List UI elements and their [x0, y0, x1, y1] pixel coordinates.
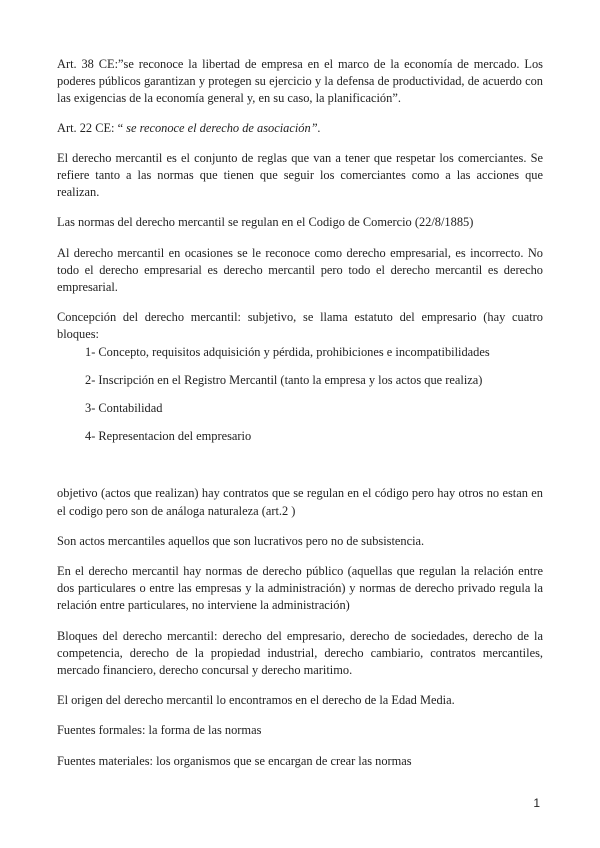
paragraph-art-38: Art. 38 CE:”se reconoce la libertad de empresa en el marco de la economía de mercado. Los poderes públicos garantizan y protegen su ejercicio y la defensa de productividad, de acuerdo con las exigencias de la economía general y, en su caso, la planificación”. [57, 57, 543, 106]
list-item: 3- Contabilidad [85, 401, 163, 416]
page-number: 1 [533, 796, 540, 810]
paragraph-normas: En el derecho mercantil hay normas de derecho público (aquellas que regulan la relación entre dos particulares o entre las empresas y la administración) y normas de derecho privado regula la relación entre particulares, no interviene la administración) [57, 564, 543, 613]
document-page [57, 56, 543, 770]
paragraph-origen: El origen del derecho mercantil lo encontramos en el derecho de la Edad Media. [57, 693, 455, 708]
paragraph-fuentes-formales: Fuentes formales: la forma de las normas [57, 723, 262, 738]
blocks-list [57, 344, 543, 446]
paragraph-codigo-comercio: Las normas del derecho mercantil se regulan en el Codigo de Comercio (22/8/1885) [57, 215, 474, 230]
paragraph-bloques: Bloques del derecho mercantil: derecho del empresario, derecho de sociedades, derecho de la competencia, derecho de la propiedad industrial, derecho cambiario, contratos mercantiles, mercado financiero, derecho concursal y derecho maritimo. [57, 628, 543, 678]
art-22-quote: se reconoce el derecho de asociación”. [123, 120, 321, 135]
paragraph-actos-mercantiles: Son actos mercantiles aquellos que son lucrativos pero no de subsistencia. [57, 533, 425, 548]
paragraph-objetivo: objetivo (actos que realizan) hay contratos que se regulan en el código pero hay otros no estan en el codigo pero son de análoga naturaleza (art.2 ) [57, 486, 543, 518]
paragraph-definicion: El derecho mercantil es el conjunto de reglas que van a tener que respetar los comerciantes. Se refiere tanto a las normas que tienen que seguir los comerciantes como a las acciones que realizan. [57, 150, 543, 200]
paragraph-concepcion: Concepción del derecho mercantil: subjetivo, se llama estatuto del empresario (hay cuatro bloques: [57, 310, 543, 342]
paragraph-derecho-empresarial: Al derecho mercantil en ocasiones se le reconoce como derecho empresarial, es incorrecto. No todo el derecho empresarial es derecho mercantil pero todo el derecho mercantil es derecho empresarial. [57, 245, 543, 295]
list-item: 4- Representacion del empresario [85, 429, 252, 444]
paragraph-fuentes-materiales: Fuentes materiales: los organismos que se encargan de crear las normas [57, 753, 412, 768]
paragraph-art-22 [57, 120, 543, 137]
art-22-label: Art. 22 CE: “ [57, 120, 124, 135]
list-item: 1- Concepto, requisitos adquisición y pérdida, prohibiciones e incompatibilidades [85, 344, 490, 359]
list-item: 2- Inscripción en el Registro Mercantil (tanto la empresa y los actos que realiza) [85, 372, 483, 387]
